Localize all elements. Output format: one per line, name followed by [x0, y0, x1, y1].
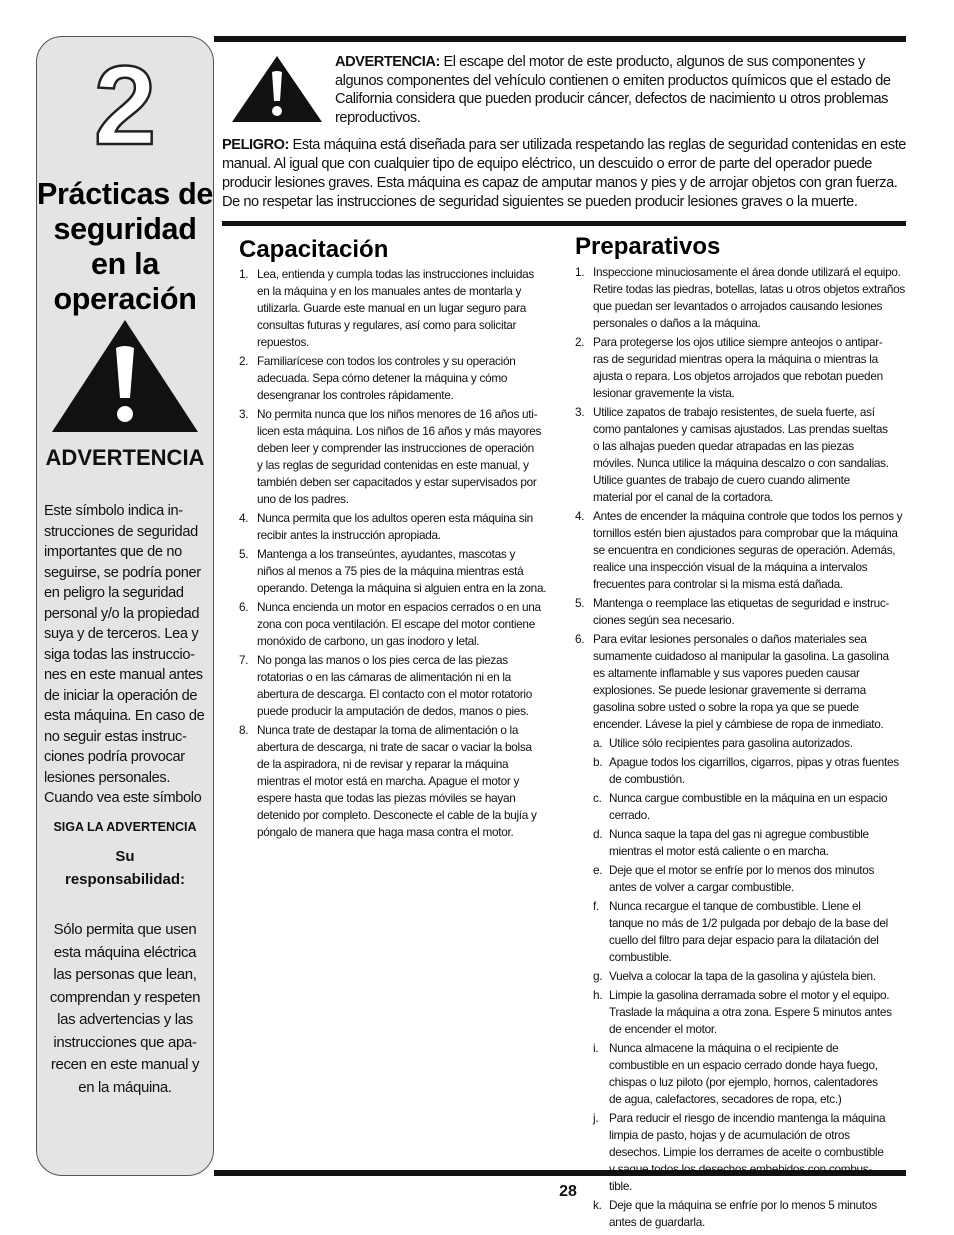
list-item-line: Retire todas las piedras, botellas, latas u otros objetos extraños	[593, 282, 906, 296]
training-list-item	[239, 652, 554, 720]
warning-description-line: en peligro la seguridad	[44, 585, 184, 601]
warning-description-line: ciones podría provocar	[44, 749, 185, 765]
list-item-number: f.	[593, 899, 599, 913]
list-item-number: g.	[593, 969, 603, 983]
preparation-list-item	[575, 334, 905, 402]
warning-description-line: esta máquina. En caso de	[44, 708, 205, 724]
list-item-line: material por el canal de la cortadora.	[593, 490, 774, 504]
preparation-sub-item	[575, 826, 905, 860]
responsibility-text-line: recen en este manual y	[50, 1056, 200, 1073]
list-item-line: Deje que el motor se enfríe por lo menos dos minutos	[609, 863, 875, 877]
preparation-list	[575, 264, 905, 1233]
list-item-line: zona con poca ventilación. El escape del motor contiene	[257, 617, 535, 631]
list-item-number: 1.	[575, 265, 585, 279]
preparation-sub-item	[575, 790, 905, 824]
list-item-line: recibir antes la instrucción apropiada.	[257, 528, 441, 542]
responsibility-text-line: instrucciones que apa-	[53, 1033, 197, 1051]
list-item-line: Para protegerse los ojos utilice siempre anteojos o antipar-	[593, 335, 883, 349]
training-list-item	[239, 599, 554, 650]
preparation-list-item	[575, 404, 905, 506]
list-item-line: abertura de descarga. El contacto con el motor rotatorio	[257, 687, 533, 701]
list-item-line: personales o daños a la máquina.	[593, 316, 761, 330]
preparation-sub-item	[575, 754, 905, 788]
responsibility-text-line: esta máquina eléctrica	[53, 943, 197, 961]
warning-text-line: California considera que pueden producir cáncer, defectos de nacimiento u otros problemas	[335, 91, 888, 107]
list-item-line: utilizarla. Guarde este manual en un lugar seguro para	[257, 301, 527, 315]
preparation-list-item	[575, 595, 905, 629]
list-item-line: tanque no más de 1/2 pulgada por debajo de la base del	[609, 916, 888, 930]
list-item-number: 5.	[239, 547, 249, 561]
top-rule	[214, 36, 906, 42]
list-item-line: Vuelva a colocar la tapa de la gasolina y ajústela bien.	[609, 969, 876, 983]
list-item-line: adecuada. Sepa cómo detener la máquina y cómo	[257, 371, 508, 385]
training-list-item	[239, 510, 554, 544]
training-heading: Capacitación	[239, 236, 389, 263]
responsibility-heading-line: Su	[115, 848, 135, 865]
preparation-sub-item	[575, 862, 905, 896]
warning-description-line: suya y de terceros. Lea y	[44, 626, 199, 642]
list-item-line: Familiarícese con todos los controles y su operación	[257, 354, 516, 368]
danger-label: PELIGRO:	[222, 137, 289, 153]
list-item-number: 5.	[575, 596, 585, 610]
list-item-line: Antes de encender la máquina controle que todos los pernos y	[593, 509, 903, 523]
list-item-line: mientras el motor está caliente o en marcha.	[609, 844, 829, 858]
list-item-line: realice una inspección visual de la máquina a intervalos	[593, 560, 868, 574]
list-item-line: combustible en un espacio cerrado donde haya fuego,	[609, 1058, 878, 1072]
warning-description-line: siga todas las instruccio-	[44, 646, 195, 663]
list-item-line: detenido por completo. Desconecte el cable de la bujía y	[257, 808, 537, 822]
list-item-number: a.	[593, 736, 603, 750]
list-item-line: frecuentes para controlar si la misma está dañada.	[593, 577, 843, 591]
training-list-item	[239, 722, 554, 841]
warning-text-line: El escape del motor de este producto, algunos de sus componentes y	[439, 54, 865, 70]
list-item-line: operando. Detenga la máquina si alguien entra en la zona.	[257, 581, 547, 595]
preparation-list-item	[575, 264, 905, 332]
list-item-line: uno de los padres.	[257, 492, 349, 506]
warning-label: ADVERTENCIA	[45, 445, 205, 470]
middle-rule	[222, 221, 906, 226]
list-item-line: Nunca trate de destapar la toma de alimentación o la	[257, 723, 519, 737]
list-item-line: móviles. Nunca utilice la máquina descalzo o con sandalias.	[593, 456, 889, 470]
list-item-line: lesionar gravemente la vista.	[593, 386, 735, 400]
list-item-line: desengranar los controles rápidamente.	[257, 388, 454, 402]
preparation-sub-item	[575, 1197, 905, 1231]
preparation-sub-item	[575, 968, 905, 985]
list-item-line: ajusta o repara. Los objetos arrojados que rebotan pueden	[593, 369, 883, 383]
responsibility-text-line: las advertencias y las	[57, 1011, 193, 1028]
list-item-line: Nunca recargue el tanque de combustible. Llene el	[609, 899, 861, 913]
warning-description-line: Este símbolo indica in-	[44, 503, 183, 519]
list-item-number: 6.	[239, 600, 249, 614]
warning-description-line: importantes que de no	[44, 544, 182, 560]
danger-text-line: manual. Al igual que con cualquier tipo de equipo eléctrico, un descuido o error de parte del operador puede	[222, 156, 872, 172]
follow-warning-text: SIGA LA ADVERTENCIA	[53, 820, 197, 834]
list-item-number: j.	[593, 1111, 599, 1125]
preparation-sub-item	[575, 898, 905, 966]
list-item-number: 7.	[239, 653, 249, 667]
list-item-line: ciones según sea necesario.	[593, 613, 735, 627]
preparation-list-item	[575, 631, 905, 733]
chapter-title-line: en la	[90, 247, 159, 281]
list-item-line: antes de volver a cargar combustible.	[609, 880, 794, 894]
preparation-sub-item	[575, 987, 905, 1038]
list-item-line: mientras el motor está en marcha. Apague el motor y	[257, 774, 520, 788]
list-item-line: en la máquina y en los manuales antes de montarla y	[257, 284, 522, 298]
responsibility-text-line: en la máquina.	[78, 1078, 172, 1096]
list-item-line: No ponga las manos o los pies cerca de las piezas	[257, 653, 508, 667]
list-item-line: Mantenga o reemplace las etiquetas de seguridad e instruc-	[593, 596, 890, 610]
list-item-line: chispas o luz piloto (por ejemplo, hornos, calentadores	[609, 1075, 878, 1089]
list-item-number: i.	[593, 1041, 599, 1055]
list-item-line: que puedan ser levantados o arrojados causando lesiones	[593, 299, 883, 313]
list-item-number: 2.	[575, 335, 585, 349]
list-item-line: combustible.	[609, 950, 672, 964]
preparation-sub-item	[575, 1040, 905, 1108]
list-item-line: Nunca saque la tapa del gas ni agregue combustible	[609, 827, 869, 841]
list-item-line: desechos. Limpie los derrames de aceite o combustible	[609, 1145, 884, 1159]
warning-description-line: no seguir estas instruc-	[44, 728, 187, 745]
list-item-line: se encuentra en condiciones seguras de operación. Además,	[593, 543, 896, 557]
warning-description-line: strucciones de seguridad	[44, 523, 198, 540]
training-list-item	[239, 406, 554, 508]
list-item-number: h.	[593, 988, 603, 1002]
list-item-line: o las alhajas pueden quedar atrapadas en las piezas	[593, 439, 854, 453]
responsibility-text-line: las personas que lean,	[53, 966, 197, 983]
list-item-number: 8.	[239, 723, 249, 737]
list-item-line: Nunca encienda un motor en espacios cerrados o en una	[257, 600, 541, 614]
training-list-item	[239, 546, 554, 597]
list-item-line: Utilice guantes de trabajo de cuero cuando alimente	[593, 473, 850, 487]
list-item-line: puede producir la amputación de dedos, manos o pies.	[257, 704, 529, 718]
list-item-line: Inspeccione minuciosamente el área donde utilizará el equipo.	[593, 265, 901, 279]
list-item-line: ras de seguridad mientras opera la máquina o mientras la	[593, 352, 878, 366]
warning-triangle-icon	[231, 55, 323, 123]
list-item-number: d.	[593, 827, 603, 841]
list-item-line: espere hasta que todas las piezas móviles se hayan	[257, 791, 516, 805]
list-item-line: Nunca cargue combustible en la máquina en un espacio	[609, 791, 888, 805]
list-item-line: Nunca permita que los adultos operen esta máquina sin	[257, 511, 533, 525]
list-item-number: 4.	[239, 511, 249, 525]
list-item-number: c.	[593, 791, 602, 805]
responsibility-text-line: Sólo permita que usen	[53, 921, 197, 938]
responsibility-heading-line: responsabilidad:	[64, 871, 186, 888]
warning-description-line: de iniciar la operación de	[44, 687, 198, 704]
list-item-line: encender. Lávese la piel y cámbiese de ropa de inmediato.	[593, 717, 884, 731]
list-item-line: Utilice sólo recipientes para gasolina autorizados.	[609, 736, 853, 750]
list-item-line: limpia de pasto, hojas y de acumulación de otros	[609, 1128, 850, 1142]
list-item-number: 1.	[239, 267, 249, 281]
list-item-line: Apague todos los cigarrillos, cigarros, pipas y otras fuentes	[609, 755, 899, 769]
list-item-line: repuestos.	[257, 335, 310, 349]
list-item-line: Para reducir el riesgo de incendio mantenga la máquina	[609, 1111, 886, 1125]
warning-description-line: Cuando vea este símbolo	[44, 790, 202, 806]
list-item-line: gasolina sobre usted o sobre la ropa ya que se puede	[593, 700, 859, 714]
list-item-line: consultas futuras y regulares, así como para solicitar	[257, 318, 517, 332]
list-item-number: b.	[593, 755, 603, 769]
warning-text-line: reproductivos.	[335, 109, 421, 126]
list-item-line: No permita nunca que los niños menores de 16 años uti-	[257, 407, 538, 421]
training-list-item	[239, 266, 554, 351]
list-item-line: y saque todos los desechos embebidos con combus-	[609, 1162, 872, 1176]
warning-description-line: nes en este manual antes	[44, 667, 203, 683]
list-item-line: de la aspiradora, ni de revisar y reparar la máquina	[257, 757, 509, 771]
list-item-line: licen esta máquina. Los niños de 16 años y más mayores	[257, 424, 542, 438]
chapter-title-line: Prácticas de	[36, 177, 214, 211]
training-list-item	[239, 353, 554, 404]
list-item-line: sumamente cuidadoso al manipular la gasolina. La gasolina	[593, 649, 889, 663]
responsibility-text-line: comprendan y respeten	[49, 988, 201, 1006]
chapter-title-line: operación	[53, 282, 197, 316]
list-item-line: deben leer y comprender las instrucciones de operación	[257, 441, 534, 455]
preparation-sub-item	[575, 735, 905, 752]
list-item-line: es altamente inflamable y sus vapores pueden causar	[593, 666, 860, 680]
chapter-title	[36, 177, 214, 317]
warning-description-line: personal y/o la propiedad	[44, 605, 200, 622]
list-item-line: póngalo de manera que haga masa contra el motor.	[257, 825, 514, 839]
list-item-line: antes de guardarla.	[609, 1215, 705, 1229]
responsibility-heading	[36, 845, 214, 891]
preparation-list-item	[575, 508, 905, 593]
list-item-number: 6.	[575, 632, 585, 646]
danger-text-line: Esta máquina está diseñada para ser utilizada respetando las reglas de seguridad contenidas en este	[288, 137, 906, 153]
list-item-number: 4.	[575, 509, 585, 523]
list-item-line: Deje que la máquina se enfríe por lo menos 5 minutos	[609, 1198, 877, 1212]
list-item-number: 3.	[575, 405, 585, 419]
list-item-line: también deben ser capacitados y estar supervisados por	[257, 475, 537, 489]
list-item-line: explosiones. Se puede lesionar gravemente si derrama	[593, 683, 866, 697]
list-item-line: Traslade la máquina a otra zona. Espere 5 minutos antes	[609, 1005, 892, 1019]
california-warning	[335, 53, 900, 127]
list-item-number: 3.	[239, 407, 249, 421]
list-item-line: de combustión.	[609, 772, 685, 786]
list-item-line: de encender el motor.	[609, 1022, 717, 1036]
list-item-line: rotatorias o en las cámaras de alimentación ni en la	[257, 670, 511, 684]
list-item-line: Lea, entienda y cumpla todas las instrucciones incluidas	[257, 267, 534, 281]
list-item-line: tornillos estén bien ajustados para comprobar que la máquina	[593, 526, 898, 540]
responsibility-text	[44, 919, 206, 1099]
list-item-number: 2.	[239, 354, 249, 368]
chapter-number: 2	[93, 43, 157, 168]
list-item-number: k.	[593, 1198, 602, 1212]
chapter-title-line: seguridad	[53, 212, 197, 246]
list-item-line: Limpie la gasolina derramada sobre el motor y el equipo.	[609, 988, 890, 1002]
list-item-line: cerrado.	[609, 808, 650, 822]
list-item-line: Mantenga a los transeúntes, ayudantes, mascotas y	[257, 547, 516, 561]
training-list	[239, 266, 554, 843]
list-item-line: Nunca almacene la máquina o el recipiente de	[609, 1041, 839, 1055]
list-item-line: tible.	[609, 1179, 633, 1193]
warning-description-line: seguirse, se podría poner	[44, 564, 201, 581]
warning-text-line: algunos componentes del vehículo contienen o emiten productos químicos que el estado de	[335, 72, 891, 89]
warning-symbol-description	[44, 501, 206, 809]
warning-label-inline: ADVERTENCIA:	[335, 54, 440, 70]
list-item-line: monóxido de carbono, un gas inodoro y letal.	[257, 634, 480, 648]
list-item-number: e.	[593, 863, 603, 877]
list-item-line: cuello del filtro para dejar espacio para la dilatación del	[609, 933, 879, 947]
list-item-line: Utilice zapatos de trabajo resistentes, de suela fuerte, así	[593, 405, 875, 419]
list-item-line: como pantalones y camisas ajustados. Las prendas sueltas	[593, 422, 888, 436]
danger-notice	[222, 136, 906, 212]
list-item-line: abertura de descarga, ni trate de sacar o vaciar la bolsa	[257, 740, 532, 754]
list-item-line: niños al menos a 75 pies de la máquina mientras está	[257, 564, 524, 578]
warning-triangle-icon	[50, 318, 200, 434]
preparation-heading: Preparativos	[575, 233, 721, 260]
warning-description-line: lesiones personales.	[44, 769, 171, 786]
list-item-line: Para evitar lesiones personales o daños materiales sea	[593, 632, 867, 646]
page-number: 28	[559, 1183, 577, 1200]
list-item-line: de agua, calefactores, secadores de ropa, etc.)	[609, 1092, 842, 1106]
danger-text-line: producir lesiones graves. Esta máquina es capaz de amputar manos y pies y de arrojar objetos con gran fuerza.	[222, 175, 898, 191]
danger-text-line: De no respetar las instrucciones de seguridad siguientes se pueden producir lesiones graves o la muerte.	[222, 194, 858, 210]
list-item-line: y las reglas de seguridad contenidas en este manual, y	[257, 458, 529, 472]
